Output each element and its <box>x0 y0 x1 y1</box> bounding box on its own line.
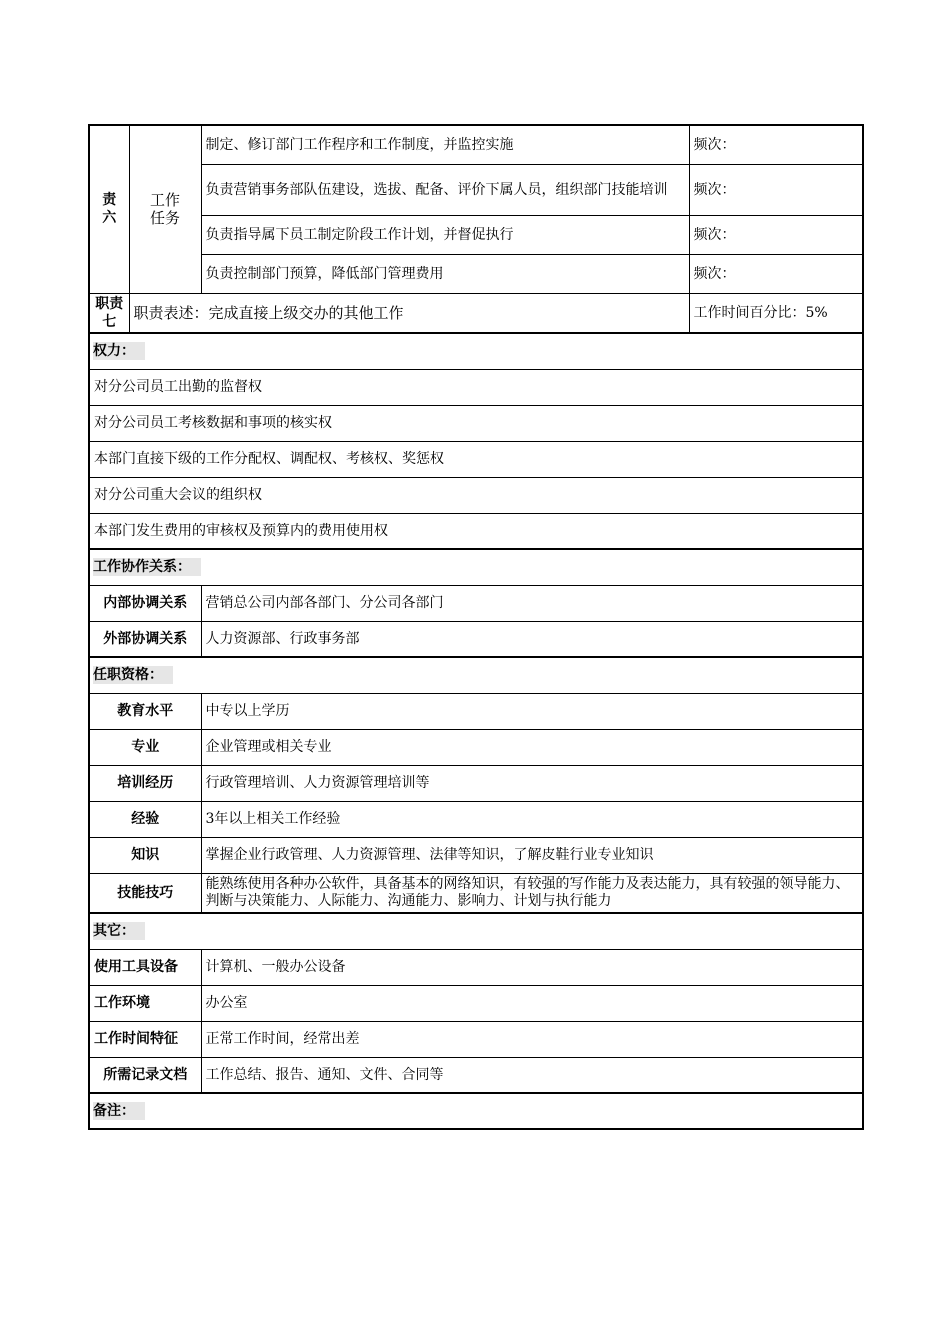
qualification-row <box>89 693 863 729</box>
relations-title-text: 工作协作关系： <box>93 558 201 576</box>
other-label: 工作时间特征 <box>89 1021 201 1057</box>
duty7-time-percent: 工作时间百分比：5% <box>689 293 863 333</box>
other-value: 正常工作时间，经常出差 <box>201 1021 863 1057</box>
relations-label: 内部协调关系 <box>89 585 201 621</box>
authority-section-title <box>89 333 863 369</box>
duty6-task-frequency: 频次： <box>689 125 863 164</box>
duty6-task-row <box>89 164 863 215</box>
authority-item: 本部门直接下级的工作分配权、调配权、考核权、奖惩权 <box>89 441 863 477</box>
qualification-value: 3年以上相关工作经验 <box>201 801 863 837</box>
relations-row <box>89 585 863 621</box>
other-section-title <box>89 913 863 949</box>
qualifications-title-text: 任职资格： <box>93 666 173 684</box>
qualification-row <box>89 801 863 837</box>
relations-value: 人力资源部、行政事务部 <box>201 621 863 657</box>
authority-row <box>89 405 863 441</box>
other-label: 使用工具设备 <box>89 949 201 985</box>
other-row <box>89 1021 863 1057</box>
other-row <box>89 1057 863 1093</box>
qualification-value: 掌握企业行政管理、人力资源管理、法律等知识，了解皮鞋行业专业知识 <box>201 837 863 873</box>
other-label: 所需记录文档 <box>89 1057 201 1093</box>
duty6-task-row <box>89 215 863 254</box>
other-title-text: 其它： <box>93 922 145 940</box>
qualifications-header-row <box>89 657 863 693</box>
qualification-label: 专业 <box>89 729 201 765</box>
qualification-row <box>89 837 863 873</box>
duty7-description: 职责表述：完成直接上级交办的其他工作 <box>129 293 689 333</box>
duty7-label <box>89 293 129 333</box>
authority-item: 对分公司员工出勤的监督权 <box>89 369 863 405</box>
other-value: 计算机、一般办公设备 <box>201 949 863 985</box>
authority-row <box>89 369 863 405</box>
duty6-task-row <box>89 125 863 164</box>
authority-row <box>89 477 863 513</box>
remarks-section-title <box>89 1093 863 1129</box>
duty6-task-row <box>89 254 863 293</box>
other-label: 工作环境 <box>89 985 201 1021</box>
qualification-value: 能熟练使用各种办公软件，具备基本的网络知识，有较强的写作能力及表达能力，具有较强的领导能力、判断与决策能力、人际能力、沟通能力、影响力、计划与执行能力 <box>201 873 863 913</box>
qualification-value: 中专以上学历 <box>201 693 863 729</box>
relations-header-row <box>89 549 863 585</box>
duty6-category <box>129 125 201 293</box>
other-row <box>89 985 863 1021</box>
job-description-table <box>88 124 864 1130</box>
duty6-category-line1: 工作 <box>149 191 180 210</box>
duty6-category-line2: 任务 <box>149 209 180 228</box>
other-value: 办公室 <box>201 985 863 1021</box>
duty6-task-text: 负责控制部门预算，降低部门管理费用 <box>201 254 689 293</box>
duty7-label-line2: 七 <box>102 313 117 330</box>
remarks-header-row <box>89 1093 863 1129</box>
qualification-label: 培训经历 <box>89 765 201 801</box>
other-value: 工作总结、报告、通知、文件、合同等 <box>201 1057 863 1093</box>
authority-item: 对分公司员工考核数据和事项的核实权 <box>89 405 863 441</box>
relations-value: 营销总公司内部各部门、分公司各部门 <box>201 585 863 621</box>
duty6-label-line1: 责 <box>102 192 117 209</box>
authority-header-row <box>89 333 863 369</box>
qualification-label: 教育水平 <box>89 693 201 729</box>
authority-item: 本部门发生费用的审核权及预算内的费用使用权 <box>89 513 863 549</box>
duty6-task-text: 制定、修订部门工作程序和工作制度，并监控实施 <box>201 125 689 164</box>
authority-row <box>89 513 863 549</box>
qualification-label: 经验 <box>89 801 201 837</box>
relations-row <box>89 621 863 657</box>
duty6-task-frequency: 频次： <box>689 164 863 215</box>
duty6-label <box>89 125 129 293</box>
duty6-task-frequency: 频次： <box>689 254 863 293</box>
relations-section-title <box>89 549 863 585</box>
qualification-label: 技能技巧 <box>89 873 201 913</box>
qualification-row <box>89 765 863 801</box>
duty6-task-frequency: 频次： <box>689 215 863 254</box>
other-header-row <box>89 913 863 949</box>
relations-label: 外部协调关系 <box>89 621 201 657</box>
qualification-label: 知识 <box>89 837 201 873</box>
duty7-row <box>89 293 863 333</box>
qualification-value: 企业管理或相关专业 <box>201 729 863 765</box>
duty7-label-line1: 职责 <box>95 295 124 312</box>
authority-row <box>89 441 863 477</box>
other-row <box>89 949 863 985</box>
remarks-title-text: 备注： <box>93 1102 145 1120</box>
duty6-task-text: 负责指导属下员工制定阶段工作计划，并督促执行 <box>201 215 689 254</box>
qualification-value: 行政管理培训、人力资源管理培训等 <box>201 765 863 801</box>
authority-title-text: 权力： <box>93 342 145 360</box>
duty6-label-line2: 六 <box>102 210 117 227</box>
qualification-row <box>89 729 863 765</box>
qualification-row <box>89 873 863 913</box>
authority-item: 对分公司重大会议的组织权 <box>89 477 863 513</box>
duty6-task-text: 负责营销事务部队伍建设，选拔、配备、评价下属人员，组织部门技能培训 <box>201 164 689 215</box>
job-description-sheet <box>88 124 862 1130</box>
qualifications-section-title <box>89 657 863 693</box>
